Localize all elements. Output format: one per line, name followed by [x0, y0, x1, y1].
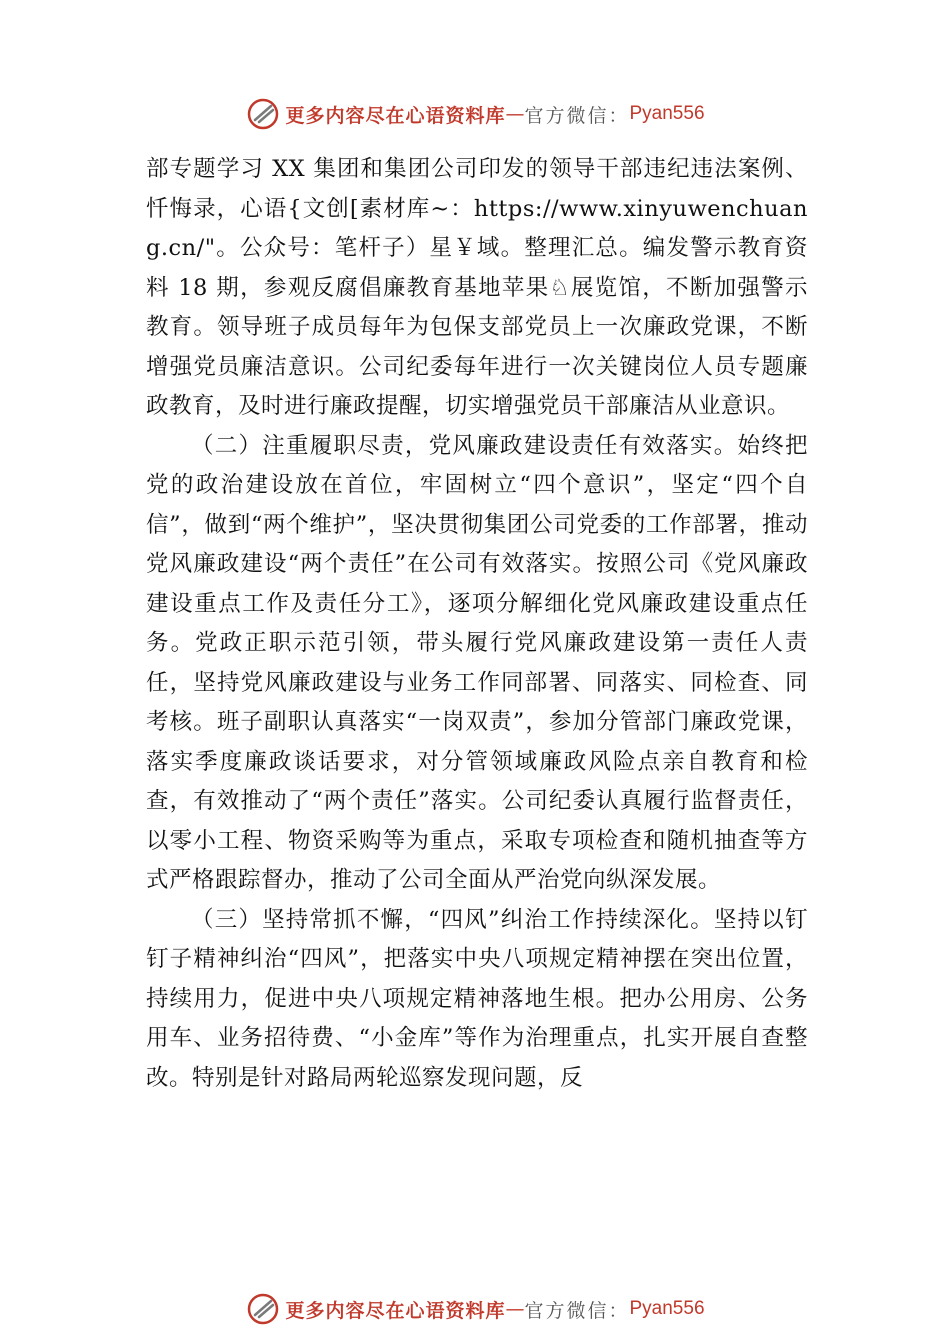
brand-logo-icon: [245, 1291, 281, 1327]
header-banner: [0, 94, 950, 134]
banner-wechat-id: Pyan556: [629, 1298, 705, 1319]
banner-separator: —: [505, 103, 525, 125]
footer-banner: [0, 1289, 950, 1329]
paragraph-1: 部专题学习 XX 集团和集团公司印发的领导干部违纪违法案例、忏悔录，心语{文创[素材库~：https://www.xinyuwenchuang.cn/"。公众号：笔杆子）星￥域。整理汇总。编发警示教育资料 18 期，参观反腐倡廉教育基地苹果♘展览馆，不断加强警示教育。领导班子成员每年为包保支部党员上一次廉政党课，不断增强党员廉洁意识。公司纪委每年进行一次关键岗位人员专题廉政教育，及时进行廉政提醒，切实增强党员干部廉洁从业意识。: [146, 156, 808, 419]
document-body: [146, 150, 808, 1098]
paragraph-2: （二）注重履职尽责，党风廉政建设责任有效落实。始终把党的政治建设放在首位，牢固树立“四个意识”，坚定“四个自信”，做到“两个维护”，坚决贯彻集团公司党委的工作部署，推动党风廉政建设“两个责任”在公司有效落实。按照公司《党风廉政建设重点工作及责任分工》，逐项分解细化党风廉政建设重点任务。党政正职示范引领，带头履行党风廉政建设第一责任人责任，坚持党风廉政建设与业务工作同部署、同落实、同检查、同考核。班子副职认真落实“一岗双责”，参加分管部门廉政党课，落实季度廉政谈话要求，对分管领域廉政风险点亲自教育和检查，有效推动了“两个责任”落实。公司纪委认真履行监督责任，以零小工程、物资采购等为重点，采取专项检查和随机抽查等方式严格跟踪督办，推动了公司全面从严治党向纵深发展。: [146, 432, 808, 893]
banner-wechat-id: Pyan556: [629, 103, 705, 124]
banner-brand: 更多内容尽在心语资料库: [285, 104, 506, 127]
banner-brand: 更多内容尽在心语资料库: [285, 1299, 506, 1322]
banner-separator: —: [505, 1298, 525, 1320]
paragraph-3: （三）坚持常抓不懈，“四风”纠治工作持续深化。坚持以钉钉子精神纠治“四风”，把落实中央八项规定精神摆在突出位置，持续用力，促进中央八项规定精神落地生根。把办公用房、公务用车、业务招待费、“小金库”等作为治理重点，扎实开展自查整改。特别是针对路局两轮巡察发现问题，反: [146, 906, 808, 1091]
banner-official-label: 官方微信：: [524, 1299, 630, 1322]
banner-official-label: 官方微信：: [524, 104, 630, 127]
brand-logo-icon: [245, 96, 281, 132]
